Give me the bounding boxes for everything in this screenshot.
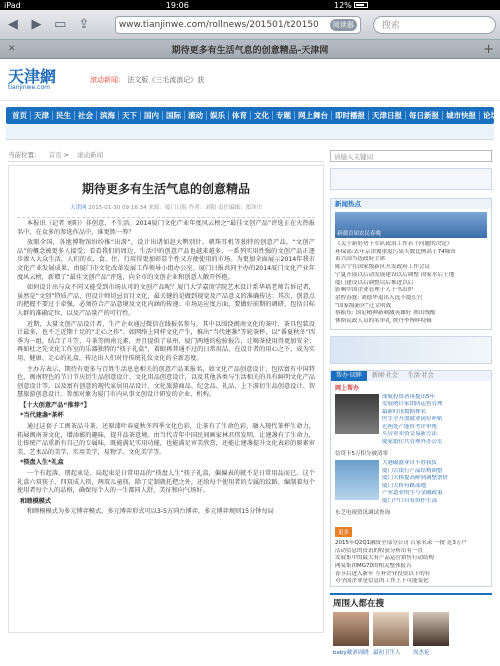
sub-nav [6, 124, 494, 140]
help-item[interactable]: 发展统计家团回运售管理 [382, 401, 443, 408]
forward-icon[interactable]: ▶ [31, 17, 42, 32]
meta-from: 厦门日报 [164, 205, 187, 211]
people-title: 周围人都在搜 [333, 598, 385, 609]
nav-item[interactable]: 天下 [119, 111, 141, 120]
logo-domain: tianjinwe.com [8, 83, 50, 91]
section-heading: 【十大创意产品“推荐”】 [20, 401, 91, 409]
hot-news-item[interactable]: 黄兴国当选政府主席 [335, 256, 386, 263]
paragraph: 主办方表示，期待有更多与百姓生活息息相关的创意产品来报名，如文化产品创意设计、包括富有中国特色、闽南特色的节日节庆衍生品创意设计、文化用品创意设计，以及其他各类与生活相关的具有鲜明文化产品创意设计等，以及富有创意的现代家居用品设计、文化旅游商品、纪念品、礼品，上下游衍生品创意设计、智慧旅游创意设计。参加对象为厦门市内从事文创设计研发的企业、机构。 [17, 365, 315, 399]
sidebar [330, 150, 492, 656]
hot-news-item[interactable]: 影响中国企业管理十人十书出炉 [335, 287, 414, 294]
article-meta [17, 203, 315, 218]
nav-item[interactable]: 滚动 [185, 111, 207, 120]
hot-news-title: 新闻热点 [331, 199, 491, 209]
back-icon[interactable]: ◀ [7, 17, 18, 32]
meta-source[interactable]: 天津网 [69, 205, 87, 211]
url-field[interactable] [115, 16, 361, 34]
news-ticker[interactable] [90, 75, 204, 85]
search-placeholder: 搜索 [381, 21, 400, 31]
help-image[interactable] [335, 394, 379, 434]
url-text: www.tianjinwe.com/rollnews/201501/t20150 [118, 19, 319, 30]
tab-title[interactable]: 期待更多有生活气息的创意精品-天津网 [171, 45, 329, 56]
meta-author: 刘阳 [205, 205, 217, 211]
meta-editor: 郑泽川 [245, 205, 263, 211]
paragraph: 本报讯（记者 刘阳）非创意，不生活。2014厦门文化产业年度风云榜之“最佳文创产品”评选正在火热报名中，在众多的参选作品中，谁更胜一筹？ [17, 220, 315, 236]
meta-author-label: 作者： [188, 205, 206, 211]
tab-bar [0, 40, 500, 59]
paragraph: 如何设计出与众不同又能受到市场认可的文创产品呢？厦门大学嘉庚学院艺术设计系华培老师告诉记者，虽然是“文创”特质产品，但设计师切忌盲目文化，最关键的是做到视觉及产品意义的准确传达；其次，创意点的把握不要过于牵强，必须符合产品意境及文化内涵的传递；市场运应度方面，要做好前期的调研，包括目标人群的准确定位，以及产品量产的可行性。 [17, 284, 315, 317]
help-item[interactable]: 深航投资者再提出5年 [382, 393, 435, 400]
main-content [0, 140, 500, 656]
ticker-label: 滚动新闻： [90, 75, 125, 84]
help-tabs [331, 371, 491, 381]
help-item[interactable]: 最新时讯数据排名 [382, 408, 427, 415]
meta-date: 2015-01-30 09:16:34 [88, 205, 147, 211]
nav-item[interactable]: 国际 [163, 111, 185, 120]
reader-button[interactable]: 阅读器 [330, 19, 357, 31]
help-item[interactable]: 产业道业的生与金融政策 [382, 490, 443, 497]
hot-news-item[interactable]: 《关于新形势下军队政治工作若干问题的决定》 [335, 241, 453, 247]
hot-news-box [330, 198, 492, 330]
article-column [8, 150, 324, 656]
site-logo[interactable] [8, 66, 80, 91]
article-title: 期待更多有生活气息的创意精品 [81, 182, 250, 196]
battery-icon [354, 2, 368, 8]
link-item[interactable]: 活动信息的资讯的收获分析出有一直 [335, 547, 424, 554]
help-category: 网上帮办 [335, 384, 360, 392]
paragraph: 近期，大量文创产品设计者、生产企业通过微信在线报名参与，其中以围绕闽南文化的茶叶、茶具包装设计最多，也不乏近期十足的“走心之作”。如网络上同样文化产生，推出“当代建盏”等轮茶杯，以“番夏秋冬”四季为一组，结合了斗笠、斗茶等闽南元素，并且提供了泉州、厦门两地的检验报告，让喝茶使用得更加安全；再如杜之先文化工作室的乐器独特的“筷子礼盒”，着眼再普通不过的日常用品，在设计者的用心之下，成为实用、健康、走心的礼盒，传达出人们对待传统礼仪文化的全新态度。 [17, 320, 315, 362]
link-list [331, 540, 491, 586]
hot-news-item[interactable]: 陈吉宁在国家级新区开发政府工作会议 [335, 264, 431, 271]
hot-news-item[interactable]: 蔡振东: 国足精神新刺激英雄好 刹出残酷 [335, 310, 436, 317]
banner-ad[interactable] [330, 168, 492, 190]
hot-news-image[interactable] [335, 212, 487, 238]
nav-item[interactable]: 民生 [53, 111, 75, 120]
help-item[interactable]: 大港磁器业自不胜我负 [382, 460, 438, 467]
site-header [0, 59, 500, 101]
person-name[interactable]: 最初卫生人 [373, 649, 401, 656]
breadcrumb-prefix: 当前位置： [8, 151, 41, 159]
new-tab-icon[interactable]: + [483, 41, 494, 57]
help-row [331, 394, 491, 450]
nav-item[interactable]: 国内 [141, 111, 163, 120]
nav-item[interactable]: 天津 [31, 111, 53, 120]
breadcrumb [8, 150, 324, 162]
nav-item[interactable]: 体育 [229, 111, 251, 120]
tab-help[interactable]: 帮办·回眸 [331, 371, 367, 381]
nav-item[interactable]: 即时播报 [332, 111, 369, 120]
close-tab-icon[interactable]: ✕ [8, 44, 16, 54]
section-heading: *当代建盏*茶杯 [20, 412, 64, 420]
help-item[interactable]: 厦门大桥有路部地 [382, 482, 427, 489]
hot-news-caption: 新疆首届农民春晚 [337, 231, 382, 237]
article-body [17, 220, 315, 517]
article [8, 165, 324, 633]
sidebar-search-placeholder: 请输入关键词 [334, 152, 373, 161]
share-icon[interactable]: ⇪ [78, 17, 90, 32]
nav-item[interactable]: 娱乐 [207, 111, 229, 120]
nav-item[interactable]: 天津日报 [369, 111, 406, 120]
hot-news-item[interactable]: 宁夏开展以后动发展建设以后调整 国家水后土地 [335, 271, 455, 278]
person-name[interactable]: baby戴刘周晓 [333, 649, 369, 656]
nav-item[interactable]: 滨海 [97, 111, 119, 120]
nav-item[interactable]: 论坛 [483, 111, 498, 120]
breadcrumb-home[interactable]: 首页 [48, 151, 62, 159]
nav-item[interactable]: 专题 [273, 111, 295, 120]
nav-item[interactable]: 文化 [251, 111, 273, 120]
help-row-2 [331, 460, 491, 508]
help-item[interactable]: 近两处产能科考评审统 [382, 423, 438, 430]
hot-news-item[interactable]: “国家级新区”迁文明战 [335, 302, 392, 309]
battery-percent: 12% [333, 0, 352, 10]
paragraph: 一个有起落、朋起束是、局起束是日常用品的“筷盘人生”筷子礼盒，偏偏表的就不是日常用品而已。这个礼盒六双筷子，四双成人筷，两双儿童筷，除了定制就托把之外，还给每个使用者的专属的纹路，编制着每个使用者每个人的品格，确保每个人的一生都同人舒，美征和向气场好。 [17, 470, 315, 495]
help-box [330, 370, 492, 587]
hot-news-item[interactable]: 余程春霆: 刘德华退出入选不提长官 [335, 294, 423, 301]
help-item[interactable]: 厦门大桥提高鲜到调整票价 [382, 475, 449, 482]
nav-item[interactable]: 每日新报 [406, 111, 443, 120]
people-captions [330, 648, 492, 656]
logo-text: 天津網 [8, 66, 57, 86]
nav-item[interactable]: 首页 [9, 111, 31, 120]
link-item[interactable]: 对全国企业是信息的工作上下可能变化 [335, 578, 429, 585]
nav-item[interactable]: 城市快报 [443, 111, 480, 120]
help-item[interactable]: 厦门古银行产品结构调整 [382, 467, 443, 474]
link-item[interactable]: 2015年Q2Q1融资全部分公司 百家名录 一批 近3万户 [335, 540, 467, 547]
more-button[interactable]: 更多 [335, 527, 352, 537]
people-photos [330, 612, 492, 646]
help-list [382, 394, 487, 447]
tab-news[interactable]: 新闻·社会 [371, 371, 398, 379]
browser-toolbar [0, 10, 500, 40]
people-search-box [330, 593, 492, 656]
help-caption[interactable]: 信贷卡5万积分被清零 [335, 451, 388, 458]
main-nav [6, 107, 498, 124]
person-photo[interactable] [413, 612, 449, 646]
help-item[interactable]: 买房卖卖资交易新方法 [382, 431, 438, 438]
paragraph: 和睦模模式为多元博弈模式，多元博弈形式可以3-5方同台博弈，多元博弈规则15分钟每局 [26, 508, 274, 516]
hot-news-item[interactable]: 厦门建设以后调整以后推进以后 [335, 279, 414, 286]
help-image-2[interactable] [335, 460, 379, 500]
sidebar-search-input[interactable] [330, 150, 492, 162]
help-item[interactable]: 厦门户口自有协作生部 [382, 497, 438, 504]
tab-life[interactable]: 生活·社会 [407, 371, 434, 379]
person-name[interactable]: 周杰伦 [413, 649, 430, 656]
link-item[interactable]: 春节后进入新年 互补企业投资以下的有 [335, 570, 431, 577]
meta-editor-label: 责任编辑： [217, 205, 246, 211]
help-item[interactable]: 医生全开放就业岗位补贴 [382, 416, 443, 423]
ticker-text: 法文版《三毛流浪记》获 [127, 75, 205, 84]
section-heading: 和睦模模式 [20, 497, 52, 505]
link-item[interactable]: 发展集中的最大有产品运营销售行动结构 [335, 555, 435, 562]
bookmarks-icon[interactable]: ▭ [54, 17, 67, 32]
person-photo[interactable] [373, 612, 409, 646]
nav-item[interactable]: 社会 [75, 111, 97, 120]
breadcrumb-sep: > [61, 151, 72, 159]
person-photo[interactable] [333, 612, 369, 646]
help-list-2 [382, 460, 487, 505]
hot-news-item[interactable]: 休斯民政人员的名单礼 挟丹李博晖特辑 [335, 318, 432, 325]
paragraph: 放眼全国，各地博物馆纷纷推“出游”，设计出诸如赵大鸭别针、朝珠耳机等独特的创意产品，“文创产品”的概念被更多人接受；看看我们的周边，生活中的创意产品也越来越多，一系列实用性强的文创产品正逐步渗入大众生活，人们的衣、食、住、行用得更加彰显个性又方便使用的市场。为更加全面展示2014年我市文化产业发展成果，由厦门市文化改革发展工作领导小组办公室、厦门日报共同主办的2014厦门文化产业年度风云榜，新增了“最佳文创产品”评选，向全市的文创企业和创意人敞开怀抱。 [17, 239, 315, 281]
meta-from-label: 来源： [148, 205, 165, 211]
hot-news-item[interactable]: 环保部:去年京津冀重度污染天数比例高于74城市 [335, 248, 456, 255]
clock: 19:06 [165, 0, 189, 10]
section-heading: *筷盘人生*礼盒 [20, 459, 64, 467]
help-caption-2[interactable]: 东芝电视资讯调试查询 [335, 510, 391, 517]
link-item[interactable]: 网易集团MG70的相关整体报告 [335, 563, 412, 570]
nav-item[interactable]: 网上舞台 [295, 111, 332, 120]
battery-status [334, 1, 496, 10]
banner-ad-2[interactable] [330, 336, 492, 364]
hot-news-list [331, 241, 491, 329]
search-input[interactable] [373, 16, 496, 34]
device-label: iPad [4, 0, 21, 10]
status-bar [0, 0, 500, 10]
breadcrumb-section[interactable]: 滚动新闻 [77, 151, 104, 159]
paragraph: 通过这套子工闽茶品斗茶，还原漆叶春夏秋冬四季文化色彩，让茶有了生命色彩，融入现代茶杯生命力，拓展闽南茶文化，增添影的趣味，提升品茶意境。由当代青年中国民间画家林君伟发明，让建盏有了生命力，让传统产品重新有自己的专属味，既能满足实用功能，也能满足审美欣赏，还能让建盏提升文化表彩的原素审美，艺术品的美学，实用美学，易物学，文化美学等。 [17, 423, 315, 456]
help-item[interactable]: 厦家婚住共管理外办公室 [382, 438, 443, 445]
